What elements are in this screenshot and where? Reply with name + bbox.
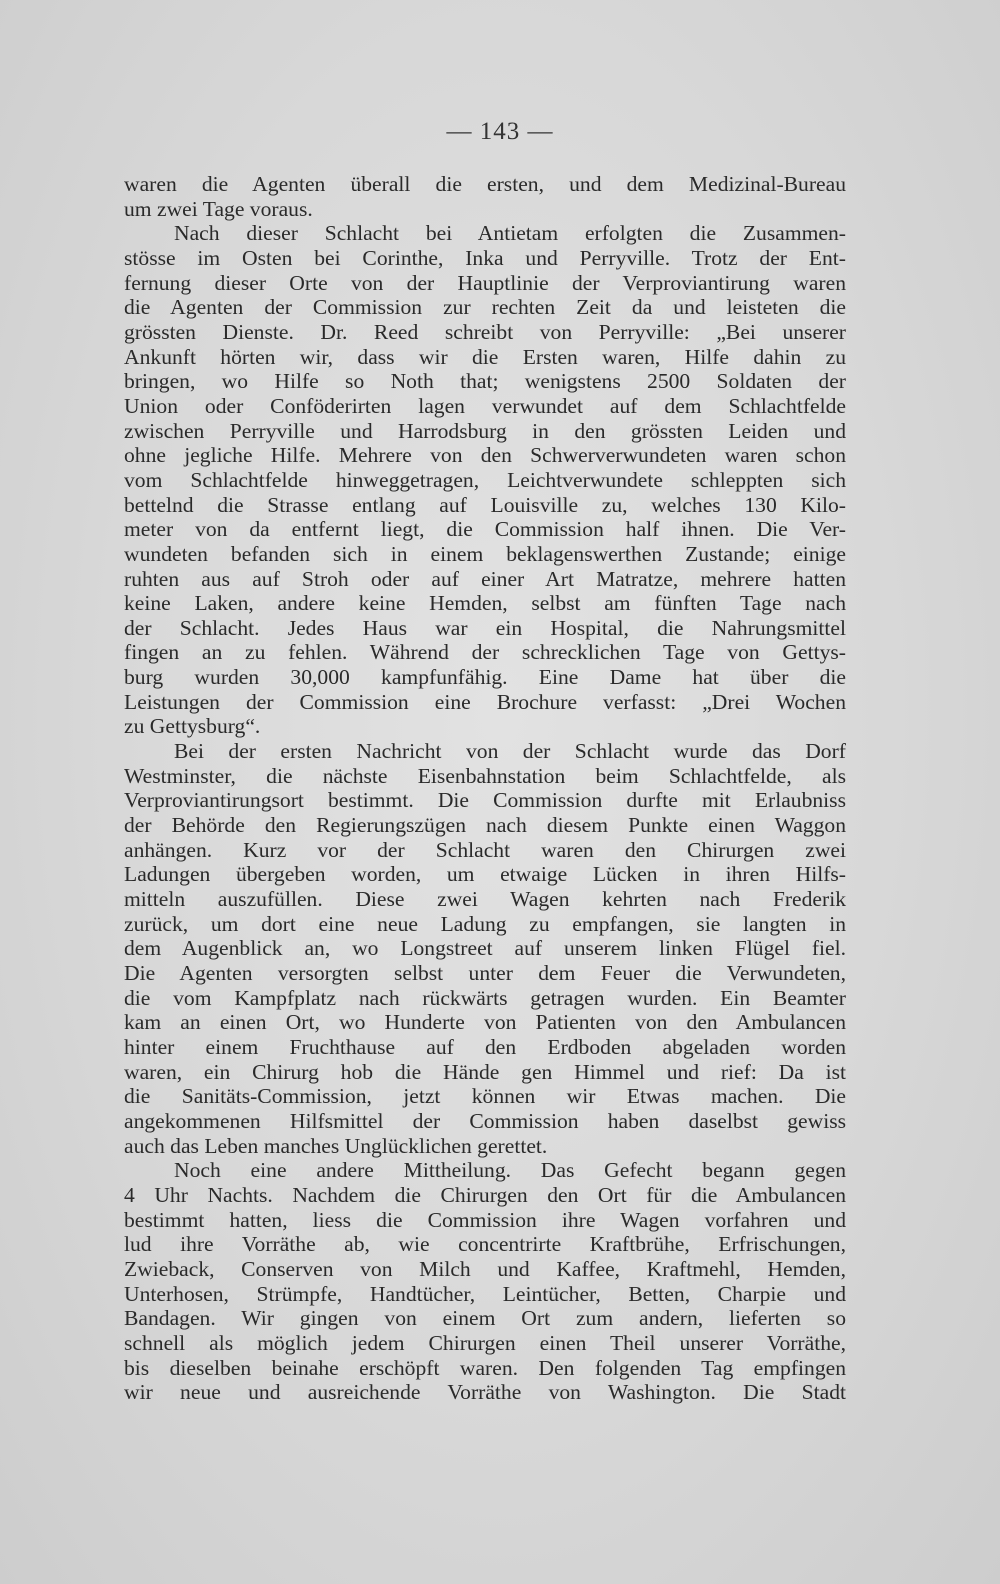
text-line: schnell als möglich jedem Chirurgen einen Theil unserer Vorräthe, — [124, 1330, 846, 1355]
text-line: bettelnd die Strasse entlang auf Louisville zu, welches 130 Kilo- — [124, 492, 846, 517]
text-line: die vom Kampfplatz nach rückwärts getragen wurden. Ein Beamter — [124, 985, 846, 1010]
text-line: Leistungen der Commission eine Brochure verfasst: „Drei Wochen — [124, 689, 846, 714]
text-line: Noch eine andere Mittheilung. Das Gefecht begann gegen — [174, 1158, 846, 1183]
text-line: zu Gettysburg“. — [124, 714, 261, 739]
paragraph — [124, 739, 846, 1158]
text-line: 4 Uhr Nachts. Nachdem die Chirurgen den Ort für die Ambulancen — [124, 1182, 846, 1207]
text-line: angekommenen Hilfsmittel der Commission haben daselbst gewiss — [124, 1108, 846, 1133]
text-line: dem Augenblick an, wo Longstreet auf unserem linken Flügel fiel. — [124, 936, 846, 961]
text-line: waren die Agenten überall die ersten, und dem Medizinal-Bureau — [124, 172, 846, 196]
text-line: Union oder Conföderirten lagen verwundet auf dem Schlachtfelde — [124, 393, 846, 418]
text-line: waren, ein Chirurg hob die Hände gen Himmel und rief: Da ist — [124, 1059, 846, 1084]
text-line: zurück, um dort eine neue Ladung zu empfangen, sie langten in — [124, 911, 846, 936]
text-line: zwischen Perryville und Harrodsburg in den grössten Leiden und — [124, 418, 846, 443]
text-line: Zwieback, Conserven von Milch und Kaffee, Kraftmehl, Hemden, — [124, 1256, 846, 1281]
text-line: hinter einem Fruchthause auf den Erdboden abgeladen worden — [124, 1034, 846, 1059]
text-line: der Schlacht. Jedes Haus war ein Hospital, die Nahrungsmittel — [124, 615, 846, 640]
text-line: Nach dieser Schlacht bei Antietam erfolgten die Zusammen- — [174, 221, 846, 246]
text-line: Ladungen übergeben worden, um etwaige Lücken in ihren Hilfs- — [124, 862, 846, 887]
text-line: wundeten befanden sich in einem beklagenswerthen Zustande; einige — [124, 541, 846, 566]
text-line: vom Schlachtfelde hinweggetragen, Leichtverwundete schleppten sich — [124, 467, 846, 492]
text-line: anhängen. Kurz vor der Schlacht waren den Chirurgen zwei — [124, 837, 846, 862]
text-line: Ankunft hörten wir, dass wir die Ersten waren, Hilfe dahin zu — [124, 344, 846, 369]
paragraph — [124, 172, 846, 221]
text-line: Bei der ersten Nachricht von der Schlacht wurde das Dorf — [174, 739, 846, 764]
text-line: burg wurden 30,000 kampfunfähig. Eine Dame hat über die — [124, 665, 846, 690]
text-line: der Behörde den Regierungszügen nach diesem Punkte einen Waggon — [124, 813, 846, 838]
text-line: Unterhosen, Strümpfe, Handtücher, Leintücher, Betten, Charpie und — [124, 1281, 846, 1306]
text-line: ohne jegliche Hilfe. Mehrere von den Schwerverwundeten waren schon — [124, 443, 846, 468]
text-line: Verproviantirungsort bestimmt. Die Commission durfte mit Erlaubniss — [124, 788, 846, 813]
text-line: Die Agenten versorgten selbst unter dem Feuer die Verwundeten, — [124, 961, 846, 985]
text-line: kam an einen Ort, wo Hunderte von Patienten von den Ambulancen — [124, 1010, 846, 1035]
text-line: die Agenten der Commission zur rechten Zeit da und leisteten die — [124, 295, 846, 320]
text-line: bis dieselben beinahe erschöpft waren. Den folgenden Tag empfingen — [124, 1355, 846, 1380]
text-line: wir neue und ausreichende Vorräthe von Washington. Die Stadt — [124, 1380, 846, 1405]
paragraph — [124, 1158, 846, 1405]
text-line: Bandagen. Wir gingen von einem Ort zum andern, lieferten so — [124, 1306, 846, 1331]
text-line: die Sanitäts-Commission, jetzt können wir Etwas machen. Die — [124, 1084, 846, 1109]
body-text — [124, 172, 846, 1405]
text-line: keine Laken, andere keine Hemden, selbst am fünften Tage nach — [124, 591, 846, 616]
paragraph — [124, 221, 846, 739]
text-line: lud ihre Vorräthe ab, wie concentrirte Kraftbrühe, Erfrischungen, — [124, 1232, 846, 1257]
text-line: fernung dieser Orte von der Hauptlinie der Verproviantirung waren — [124, 270, 846, 295]
text-line: fingen an zu fehlen. Während der schrecklichen Tage von Gettys- — [124, 640, 846, 665]
text-line: auch das Leben manches Unglücklichen gerettet. — [124, 1133, 548, 1158]
text-line: bestimmt hatten, liess die Commission ihre Wagen vorfahren und — [124, 1207, 846, 1232]
text-line: bringen, wo Hilfe so Noth that; wenigstens 2500 Soldaten der — [124, 369, 846, 394]
text-line: ruhten aus auf Stroh oder auf einer Art Matratze, mehrere hatten — [124, 566, 846, 591]
text-line: grössten Dienste. Dr. Reed schreibt von Perryville: „Bei unserer — [124, 319, 846, 344]
page-number: — 143 — — [446, 118, 554, 145]
text-line: meter von da entfernt liegt, die Commission half ihnen. Die Ver- — [124, 517, 846, 542]
text-line: stösse im Osten bei Corinthe, Inka und Perryville. Trotz der Ent- — [124, 245, 846, 270]
text-line: um zwei Tage voraus. — [124, 196, 313, 221]
text-line: Westminster, die nächste Eisenbahnstation beim Schlachtfelde, als — [124, 763, 846, 788]
text-line: mitteln auszufüllen. Diese zwei Wagen kehrten nach Frederik — [124, 887, 846, 912]
